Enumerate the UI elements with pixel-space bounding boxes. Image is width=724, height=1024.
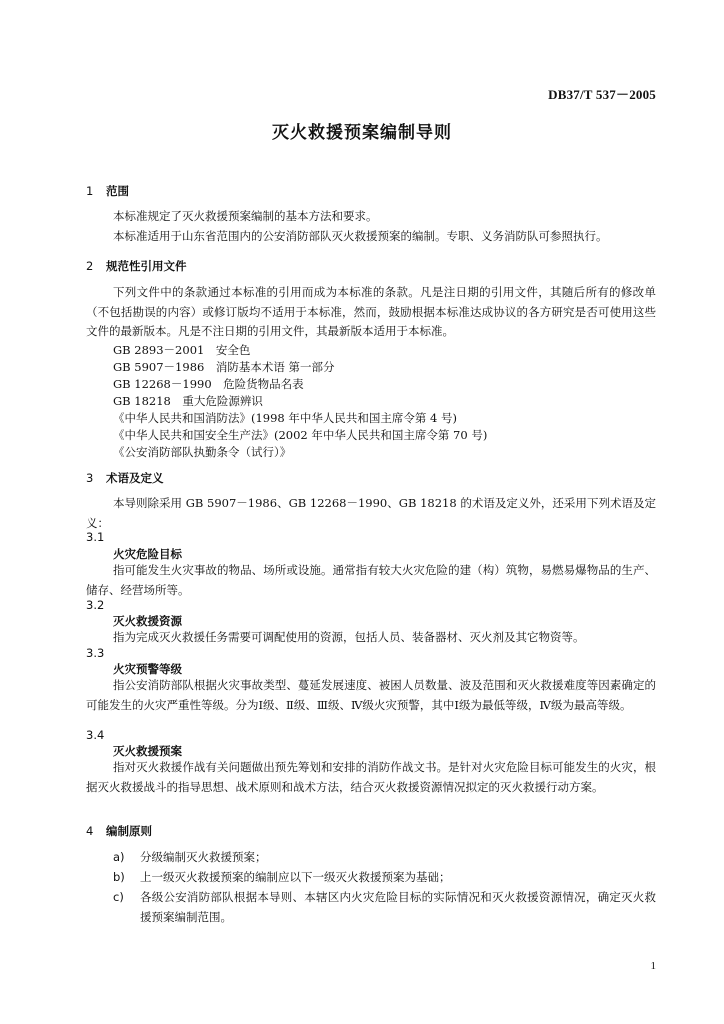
document-title: 灭火救援预案编制导则 [272,123,452,143]
term-number: 3.2 [86,598,105,612]
term-definition: 指公安消防部队根据火灾事故类型、蔓延发展速度、被困人员数量、波及范围和灭火救援难度等因素确定的可能发生的火灾严重性等级。分为Ⅰ级、Ⅱ级、Ⅲ级、Ⅳ级火灾预警，其中Ⅰ级为最低等级，Ⅳ级为最高等级。 [86,678,656,712]
term-title: 灭火救援资源 [113,614,182,628]
section-title: 术语及定义 [106,471,164,485]
reference-item: GB 18218 重大危险源辨识 [113,394,263,408]
list-text: 各级公安消防部队根据本导则、本辖区内火灾危险目标的实际情况和灭火救援资源情况，确定灭火救援预案编制范围。 [140,890,656,924]
list-text: 上一级灭火救援预案的编制应以下一级灭火救援预案为基础； [140,870,451,884]
section-3-heading [86,470,164,486]
term-number: 3.3 [86,646,105,660]
term-definition: 指对灭火救援作战有关问题做出预先筹划和安排的消防作战文书。是针对火灾危险目标可能发生的火灾，根据灭火救援战斗的指导思想、战术原则和战术方法，结合灭火救援资源情况拟定的灭火救援行动方案。 [86,760,656,794]
term-title: 火灾预警等级 [113,662,182,676]
section-number: 4 [86,824,94,838]
list-marker: b) [113,870,125,884]
term-title: 火灾危险目标 [113,547,182,561]
list-marker: a) [113,850,125,864]
paragraph: 下列文件中的条款通过本标准的引用而成为本标准的条款。凡是注日期的引用文件，其随后所有的修改单（不包括勘误的内容）或修订版均不适用于本标准，然而，鼓励根据本标准达成协议的各方研究是否可使用这些文件的最新版本。凡是不注日期的引用文件，其最新版本适用于本标准。 [86,285,656,338]
term-definition: 指可能发生火灾事故的物品、场所或设施。通常指有较大火灾危险的建（构）筑物，易燃易爆物品的生产、储存、经营场所等。 [86,563,656,597]
section-4-heading [86,823,152,839]
reference-item: 《中华人民共和国安全生产法》(2002 年中华人民共和国主席令第 70 号) [113,428,488,442]
list-marker: c) [113,890,124,904]
section-number: 1 [86,184,94,198]
reference-item: GB 2893－2001 安全色 [113,343,251,357]
list-item [113,888,656,927]
section-title: 规范性引用文件 [106,259,187,273]
paragraph: 本标准规定了灭火救援预案编制的基本方法和要求。 [113,209,378,223]
paragraph: 本导则除采用 GB 5907－1986、GB 12268－1990、GB 18218 的术语及定义外，还采用下列术语及定义： [86,496,656,530]
list-item [113,848,656,868]
section-title: 范围 [106,184,129,198]
term-number: 3.4 [86,728,105,742]
section-2-heading [86,258,187,274]
section-number: 2 [86,259,94,273]
term-number: 3.1 [86,530,105,544]
reference-item: GB 5907－1986 消防基本术语 第一部分 [113,360,335,374]
list-item [113,868,656,888]
section-number: 3 [86,471,94,485]
section-title: 编制原则 [106,824,152,838]
term-title: 灭火救援预案 [113,744,182,758]
page-number: 1 [650,960,656,972]
reference-item: GB 12268－1990 危险货物品名表 [113,377,304,391]
term-definition: 指为完成灭火救援任务需要可调配使用的资源，包括人员、装备器材、灭火剂及其它物资等。 [113,630,585,644]
list-text: 分级编制灭火救援预案； [140,850,267,864]
section-1-heading [86,183,129,199]
reference-item: 《中华人民共和国消防法》(1998 年中华人民共和国主席令第 4 号) [113,411,458,425]
standard-code: DB37/T 537－2005 [548,87,656,102]
reference-item: 《公安消防部队执勤条令（试行）》 [113,445,292,459]
paragraph: 本标准适用于山东省范围内的公安消防部队灭火救援预案的编制。专职、义务消防队可参照执行。 [113,229,608,243]
